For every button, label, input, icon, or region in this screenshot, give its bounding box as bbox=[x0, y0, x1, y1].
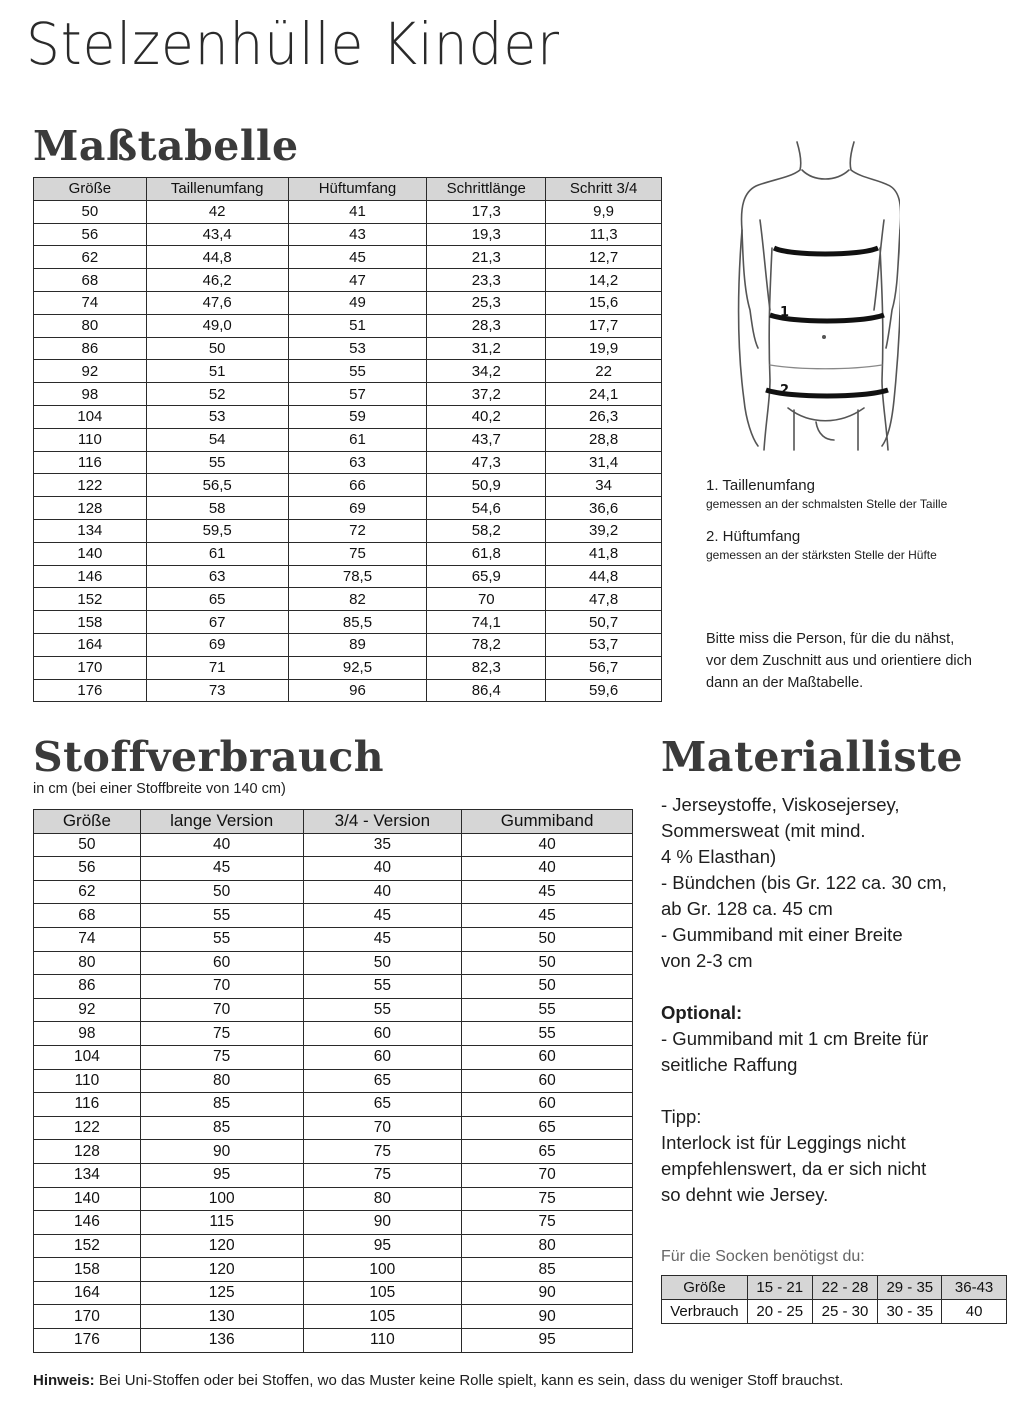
table-cell: 28,8 bbox=[546, 428, 662, 451]
fabric-row bbox=[34, 1045, 633, 1069]
fabric-row bbox=[34, 975, 633, 999]
table-cell: 80 bbox=[462, 1234, 633, 1258]
page-title: Stelzenhülle Kinder bbox=[26, 10, 560, 78]
table-cell: 170 bbox=[34, 656, 147, 679]
table-cell: 82,3 bbox=[427, 656, 546, 679]
table-cell: 95 bbox=[303, 1234, 462, 1258]
table-cell: 116 bbox=[34, 1093, 141, 1117]
table-cell: 63 bbox=[288, 451, 427, 474]
table-cell: 152 bbox=[34, 1234, 141, 1258]
measure-table bbox=[33, 177, 662, 702]
fabric-row bbox=[34, 951, 633, 975]
table-cell: 60 bbox=[303, 1045, 462, 1069]
table-cell: 85 bbox=[140, 1116, 303, 1140]
table-cell: 50 bbox=[462, 975, 633, 999]
table-cell: 95 bbox=[462, 1329, 633, 1353]
table-cell: 56,5 bbox=[146, 474, 288, 497]
measure-row bbox=[34, 269, 662, 292]
table-cell: 55 bbox=[146, 451, 288, 474]
table-cell: 140 bbox=[34, 542, 147, 565]
table-cell: 60 bbox=[462, 1093, 633, 1117]
fabric-row bbox=[34, 1069, 633, 1093]
table-cell: 140 bbox=[34, 1187, 141, 1211]
table-cell: 45 bbox=[462, 904, 633, 928]
table-cell: 75 bbox=[303, 1140, 462, 1164]
materials-heading: Materialliste bbox=[661, 733, 964, 781]
fabric-row bbox=[34, 857, 633, 881]
table-cell: 35 bbox=[303, 833, 462, 857]
table-cell: 22 bbox=[546, 360, 662, 383]
table-cell: 62 bbox=[34, 880, 141, 904]
table-cell: 58 bbox=[146, 497, 288, 520]
table-cell: 90 bbox=[462, 1305, 633, 1329]
table-cell: 12,7 bbox=[546, 246, 662, 269]
table-cell: 85 bbox=[462, 1258, 633, 1282]
table-cell: 57 bbox=[288, 383, 427, 406]
table-cell: 85,5 bbox=[288, 611, 427, 634]
table-cell: 59,6 bbox=[546, 679, 662, 702]
measuring-advice: Bitte miss die Person, für die du nähst, vor dem Zuschnitt aus und orientiere dich dann an der Maßtabelle. bbox=[706, 631, 972, 691]
table-cell: 70 bbox=[462, 1163, 633, 1187]
table-cell: 90 bbox=[303, 1211, 462, 1235]
table-cell: 74,1 bbox=[427, 611, 546, 634]
measure-row bbox=[34, 428, 662, 451]
table-cell: 26,3 bbox=[546, 405, 662, 428]
table-cell: 70 bbox=[140, 998, 303, 1022]
socks-cell: 30 - 35 bbox=[878, 1300, 942, 1324]
footer-label: Hinweis: bbox=[33, 1372, 95, 1389]
table-cell: 164 bbox=[34, 1281, 141, 1305]
table-cell: 72 bbox=[288, 519, 427, 542]
table-cell: 50 bbox=[140, 880, 303, 904]
marker-1: 1 bbox=[780, 305, 790, 320]
table-cell: 105 bbox=[303, 1305, 462, 1329]
table-cell: 45 bbox=[140, 857, 303, 881]
table-cell: 152 bbox=[34, 588, 147, 611]
fabric-table bbox=[33, 809, 633, 1353]
table-cell: 44,8 bbox=[146, 246, 288, 269]
table-cell: 47,6 bbox=[146, 291, 288, 314]
table-cell: 45 bbox=[303, 927, 462, 951]
measure-row bbox=[34, 588, 662, 611]
table-cell: 70 bbox=[427, 588, 546, 611]
table-cell: 41,8 bbox=[546, 542, 662, 565]
table-cell: 56,7 bbox=[546, 656, 662, 679]
socks-cell: 40 bbox=[942, 1300, 1007, 1324]
material-line: - Jerseystoffe, Viskosejersey, bbox=[661, 794, 900, 815]
table-cell: 122 bbox=[34, 474, 147, 497]
table-cell: 176 bbox=[34, 679, 147, 702]
waist-note-title: 1. Taillenumfang bbox=[706, 477, 815, 494]
body-measurement-illustration bbox=[730, 140, 900, 452]
table-cell: 90 bbox=[462, 1281, 633, 1305]
fabric-row bbox=[34, 880, 633, 904]
material-line: seitliche Raffung bbox=[661, 1054, 798, 1075]
measure-row bbox=[34, 519, 662, 542]
table-cell: 49,0 bbox=[146, 314, 288, 337]
table-cell: 75 bbox=[462, 1211, 633, 1235]
table-cell: 122 bbox=[34, 1116, 141, 1140]
measure-row bbox=[34, 633, 662, 656]
footer-text: Bei Uni-Stoffen oder bei Stoffen, wo das Muster keine Rolle spielt, kann es sein, dass du weniger Stoff brauchst. bbox=[94, 1372, 844, 1389]
measure-row bbox=[34, 360, 662, 383]
table-cell: 59 bbox=[288, 405, 427, 428]
fabric-row bbox=[34, 833, 633, 857]
table-cell: 65 bbox=[462, 1116, 633, 1140]
table-cell: 59,5 bbox=[146, 519, 288, 542]
table-cell: 120 bbox=[140, 1234, 303, 1258]
table-cell: 105 bbox=[303, 1281, 462, 1305]
table-cell: 65 bbox=[146, 588, 288, 611]
column-header: Größe bbox=[34, 810, 141, 834]
table-cell: 71 bbox=[146, 656, 288, 679]
material-line: Interlock ist für Leggings nicht bbox=[661, 1132, 906, 1153]
table-cell: 50 bbox=[34, 200, 147, 223]
table-cell: 68 bbox=[34, 269, 147, 292]
table-cell: 158 bbox=[34, 1258, 141, 1282]
table-cell: 40,2 bbox=[427, 405, 546, 428]
measure-row bbox=[34, 337, 662, 360]
table-cell: 40 bbox=[462, 857, 633, 881]
table-cell: 49 bbox=[288, 291, 427, 314]
table-cell: 43,4 bbox=[146, 223, 288, 246]
socks-table bbox=[661, 1275, 1007, 1324]
table-cell: 34 bbox=[546, 474, 662, 497]
table-cell: 39,2 bbox=[546, 519, 662, 542]
table-cell: 19,3 bbox=[427, 223, 546, 246]
table-cell: 96 bbox=[288, 679, 427, 702]
material-line: 4 % Elasthan) bbox=[661, 846, 777, 867]
table-cell: 170 bbox=[34, 1305, 141, 1329]
table-cell: 92 bbox=[34, 998, 141, 1022]
table-cell: 65,9 bbox=[427, 565, 546, 588]
table-cell: 75 bbox=[140, 1022, 303, 1046]
column-header: 3/4 - Version bbox=[303, 810, 462, 834]
table-cell: 50 bbox=[34, 833, 141, 857]
fabric-row bbox=[34, 1093, 633, 1117]
column-header: Schritt 3/4 bbox=[546, 178, 662, 201]
table-cell: 146 bbox=[34, 565, 147, 588]
table-cell: 95 bbox=[140, 1163, 303, 1187]
table-cell: 47,3 bbox=[427, 451, 546, 474]
column-header: Hüftumfang bbox=[288, 178, 427, 201]
measure-row bbox=[34, 200, 662, 223]
measure-row bbox=[34, 656, 662, 679]
table-cell: 110 bbox=[303, 1329, 462, 1353]
fabric-row bbox=[34, 1163, 633, 1187]
table-cell: 110 bbox=[34, 428, 147, 451]
table-cell: 55 bbox=[140, 904, 303, 928]
table-cell: 11,3 bbox=[546, 223, 662, 246]
table-cell: 89 bbox=[288, 633, 427, 656]
table-cell: 92 bbox=[34, 360, 147, 383]
table-cell: 50 bbox=[303, 951, 462, 975]
socks-header-cell: 15 - 21 bbox=[747, 1276, 812, 1300]
table-cell: 74 bbox=[34, 927, 141, 951]
table-cell: 136 bbox=[140, 1329, 303, 1353]
table-cell: 40 bbox=[303, 857, 462, 881]
table-cell: 53,7 bbox=[546, 633, 662, 656]
table-cell: 104 bbox=[34, 1045, 141, 1069]
measure-row bbox=[34, 474, 662, 497]
table-cell: 158 bbox=[34, 611, 147, 634]
table-cell: 28,3 bbox=[427, 314, 546, 337]
fabric-row bbox=[34, 1187, 633, 1211]
column-header: Taillenumfang bbox=[146, 178, 288, 201]
hip-note-sub: gemessen an der stärksten Stelle der Hüfte bbox=[706, 548, 937, 562]
table-cell: 45 bbox=[303, 904, 462, 928]
fabric-heading: Stoffverbrauch bbox=[33, 733, 385, 781]
table-cell: 92,5 bbox=[288, 656, 427, 679]
measure-row bbox=[34, 542, 662, 565]
table-cell: 55 bbox=[288, 360, 427, 383]
navel bbox=[822, 335, 826, 339]
optional-label: Optional: bbox=[661, 1002, 743, 1023]
measure-row bbox=[34, 451, 662, 474]
measure-row bbox=[34, 565, 662, 588]
table-cell: 176 bbox=[34, 1329, 141, 1353]
material-line: - Gummiband mit 1 cm Breite für bbox=[661, 1028, 929, 1049]
table-cell: 50 bbox=[462, 927, 633, 951]
measure-row bbox=[34, 291, 662, 314]
table-cell: 98 bbox=[34, 383, 147, 406]
table-cell: 51 bbox=[146, 360, 288, 383]
table-cell: 65 bbox=[462, 1140, 633, 1164]
socks-header-cell: 29 - 35 bbox=[878, 1276, 942, 1300]
measure-row bbox=[34, 497, 662, 520]
marker-2: 2 bbox=[780, 383, 790, 398]
table-cell: 45 bbox=[462, 880, 633, 904]
table-cell: 70 bbox=[303, 1116, 462, 1140]
fabric-row bbox=[34, 1258, 633, 1282]
table-cell: 50,9 bbox=[427, 474, 546, 497]
table-cell: 75 bbox=[462, 1187, 633, 1211]
table-cell: 100 bbox=[140, 1187, 303, 1211]
table-cell: 58,2 bbox=[427, 519, 546, 542]
table-cell: 69 bbox=[146, 633, 288, 656]
table-cell: 115 bbox=[140, 1211, 303, 1235]
fabric-row bbox=[34, 1329, 633, 1353]
column-header: Gummiband bbox=[462, 810, 633, 834]
table-cell: 134 bbox=[34, 519, 147, 542]
table-cell: 53 bbox=[146, 405, 288, 428]
socks-cell: 20 - 25 bbox=[747, 1300, 812, 1324]
table-cell: 54 bbox=[146, 428, 288, 451]
measure-row bbox=[34, 611, 662, 634]
table-cell: 82 bbox=[288, 588, 427, 611]
table-cell: 120 bbox=[140, 1258, 303, 1282]
table-cell: 125 bbox=[140, 1281, 303, 1305]
table-cell: 40 bbox=[140, 833, 303, 857]
material-line: von 2-3 cm bbox=[661, 950, 753, 971]
table-cell: 66 bbox=[288, 474, 427, 497]
table-cell: 31,4 bbox=[546, 451, 662, 474]
measure-row bbox=[34, 223, 662, 246]
table-cell: 104 bbox=[34, 405, 147, 428]
table-cell: 75 bbox=[288, 542, 427, 565]
table-cell: 85 bbox=[140, 1093, 303, 1117]
table-cell: 15,6 bbox=[546, 291, 662, 314]
table-cell: 31,2 bbox=[427, 337, 546, 360]
table-cell: 128 bbox=[34, 497, 147, 520]
table-cell: 130 bbox=[140, 1305, 303, 1329]
fabric-subtitle: in cm (bei einer Stoffbreite von 140 cm) bbox=[33, 781, 286, 797]
table-cell: 98 bbox=[34, 1022, 141, 1046]
table-cell: 56 bbox=[34, 223, 147, 246]
table-cell: 78,2 bbox=[427, 633, 546, 656]
material-line: - Gummiband mit einer Breite bbox=[661, 924, 903, 945]
material-line: empfehlenswert, da er sich nicht bbox=[661, 1158, 927, 1179]
table-cell: 50 bbox=[146, 337, 288, 360]
table-cell: 17,7 bbox=[546, 314, 662, 337]
socks-cell: 25 - 30 bbox=[812, 1300, 878, 1324]
table-cell: 78,5 bbox=[288, 565, 427, 588]
table-cell: 34,2 bbox=[427, 360, 546, 383]
table-cell: 36,6 bbox=[546, 497, 662, 520]
hip-note-title: 2. Hüftumfang bbox=[706, 528, 801, 545]
table-cell: 52 bbox=[146, 383, 288, 406]
fabric-row bbox=[34, 927, 633, 951]
fabric-row bbox=[34, 1116, 633, 1140]
table-cell: 116 bbox=[34, 451, 147, 474]
material-line: so dehnt wie Jersey. bbox=[661, 1184, 829, 1205]
table-cell: 80 bbox=[140, 1069, 303, 1093]
fabric-row bbox=[34, 1140, 633, 1164]
materials-list bbox=[661, 792, 1011, 1208]
table-cell: 62 bbox=[34, 246, 147, 269]
table-cell: 67 bbox=[146, 611, 288, 634]
table-cell: 70 bbox=[140, 975, 303, 999]
socks-header-cell: 22 - 28 bbox=[812, 1276, 878, 1300]
column-header: Schrittlänge bbox=[427, 178, 546, 201]
table-cell: 47 bbox=[288, 269, 427, 292]
table-cell: 110 bbox=[34, 1069, 141, 1093]
table-cell: 75 bbox=[140, 1045, 303, 1069]
table-cell: 80 bbox=[303, 1187, 462, 1211]
table-cell: 86,4 bbox=[427, 679, 546, 702]
fabric-row bbox=[34, 904, 633, 928]
table-cell: 23,3 bbox=[427, 269, 546, 292]
socks-header-cell: Größe bbox=[662, 1276, 748, 1300]
table-cell: 50 bbox=[462, 951, 633, 975]
tip-label: Tipp: bbox=[661, 1106, 702, 1127]
measure-row bbox=[34, 679, 662, 702]
table-cell: 90 bbox=[140, 1140, 303, 1164]
table-cell: 25,3 bbox=[427, 291, 546, 314]
table-cell: 75 bbox=[303, 1163, 462, 1187]
table-cell: 9,9 bbox=[546, 200, 662, 223]
table-cell: 86 bbox=[34, 975, 141, 999]
table-cell: 80 bbox=[34, 314, 147, 337]
measure-row bbox=[34, 383, 662, 406]
table-cell: 55 bbox=[303, 998, 462, 1022]
waist-note-sub: gemessen an der schmalsten Stelle der Taille bbox=[706, 497, 948, 511]
fabric-row bbox=[34, 1305, 633, 1329]
table-cell: 53 bbox=[288, 337, 427, 360]
table-cell: 61 bbox=[288, 428, 427, 451]
measure-row bbox=[34, 405, 662, 428]
table-cell: 41 bbox=[288, 200, 427, 223]
socks-header-cell: 36-43 bbox=[942, 1276, 1007, 1300]
column-header: lange Version bbox=[140, 810, 303, 834]
table-cell: 17,3 bbox=[427, 200, 546, 223]
socks-cell: Verbrauch bbox=[662, 1300, 748, 1324]
table-cell: 146 bbox=[34, 1211, 141, 1235]
table-cell: 74 bbox=[34, 291, 147, 314]
table-cell: 60 bbox=[462, 1069, 633, 1093]
table-cell: 86 bbox=[34, 337, 147, 360]
table-cell: 40 bbox=[462, 833, 633, 857]
table-cell: 45 bbox=[288, 246, 427, 269]
table-cell: 65 bbox=[303, 1069, 462, 1093]
table-cell: 55 bbox=[462, 998, 633, 1022]
table-cell: 14,2 bbox=[546, 269, 662, 292]
table-cell: 55 bbox=[140, 927, 303, 951]
table-cell: 60 bbox=[303, 1022, 462, 1046]
table-cell: 21,3 bbox=[427, 246, 546, 269]
table-cell: 61,8 bbox=[427, 542, 546, 565]
table-cell: 42 bbox=[146, 200, 288, 223]
table-cell: 73 bbox=[146, 679, 288, 702]
table-cell: 60 bbox=[140, 951, 303, 975]
table-cell: 69 bbox=[288, 497, 427, 520]
table-cell: 164 bbox=[34, 633, 147, 656]
table-cell: 63 bbox=[146, 565, 288, 588]
material-line: - Bündchen (bis Gr. 122 ca. 30 cm, bbox=[661, 872, 947, 893]
table-cell: 100 bbox=[303, 1258, 462, 1282]
table-cell: 65 bbox=[303, 1093, 462, 1117]
material-line: Sommersweat (mit mind. bbox=[661, 820, 866, 841]
table-cell: 54,6 bbox=[427, 497, 546, 520]
table-cell: 128 bbox=[34, 1140, 141, 1164]
table-cell: 56 bbox=[34, 857, 141, 881]
table-cell: 50,7 bbox=[546, 611, 662, 634]
fabric-row bbox=[34, 1022, 633, 1046]
table-cell: 134 bbox=[34, 1163, 141, 1187]
measure-heading: Maßtabelle bbox=[33, 122, 299, 170]
table-cell: 43,7 bbox=[427, 428, 546, 451]
table-cell: 19,9 bbox=[546, 337, 662, 360]
table-cell: 37,2 bbox=[427, 383, 546, 406]
table-cell: 40 bbox=[303, 880, 462, 904]
table-cell: 68 bbox=[34, 904, 141, 928]
table-cell: 51 bbox=[288, 314, 427, 337]
socks-caption: Für die Socken benötigst du: bbox=[661, 1248, 865, 1265]
table-cell: 60 bbox=[462, 1045, 633, 1069]
table-cell: 47,8 bbox=[546, 588, 662, 611]
fabric-row bbox=[34, 1211, 633, 1235]
table-cell: 55 bbox=[462, 1022, 633, 1046]
table-cell: 46,2 bbox=[146, 269, 288, 292]
fabric-row bbox=[34, 1281, 633, 1305]
measure-row bbox=[34, 314, 662, 337]
material-line: ab Gr. 128 ca. 45 cm bbox=[661, 898, 833, 919]
table-cell: 80 bbox=[34, 951, 141, 975]
measure-row bbox=[34, 246, 662, 269]
table-cell: 55 bbox=[303, 975, 462, 999]
table-cell: 24,1 bbox=[546, 383, 662, 406]
footer-note bbox=[33, 1372, 843, 1389]
table-cell: 43 bbox=[288, 223, 427, 246]
fabric-row bbox=[34, 998, 633, 1022]
fabric-row bbox=[34, 1234, 633, 1258]
column-header: Größe bbox=[34, 178, 147, 201]
table-cell: 44,8 bbox=[546, 565, 662, 588]
table-cell: 61 bbox=[146, 542, 288, 565]
